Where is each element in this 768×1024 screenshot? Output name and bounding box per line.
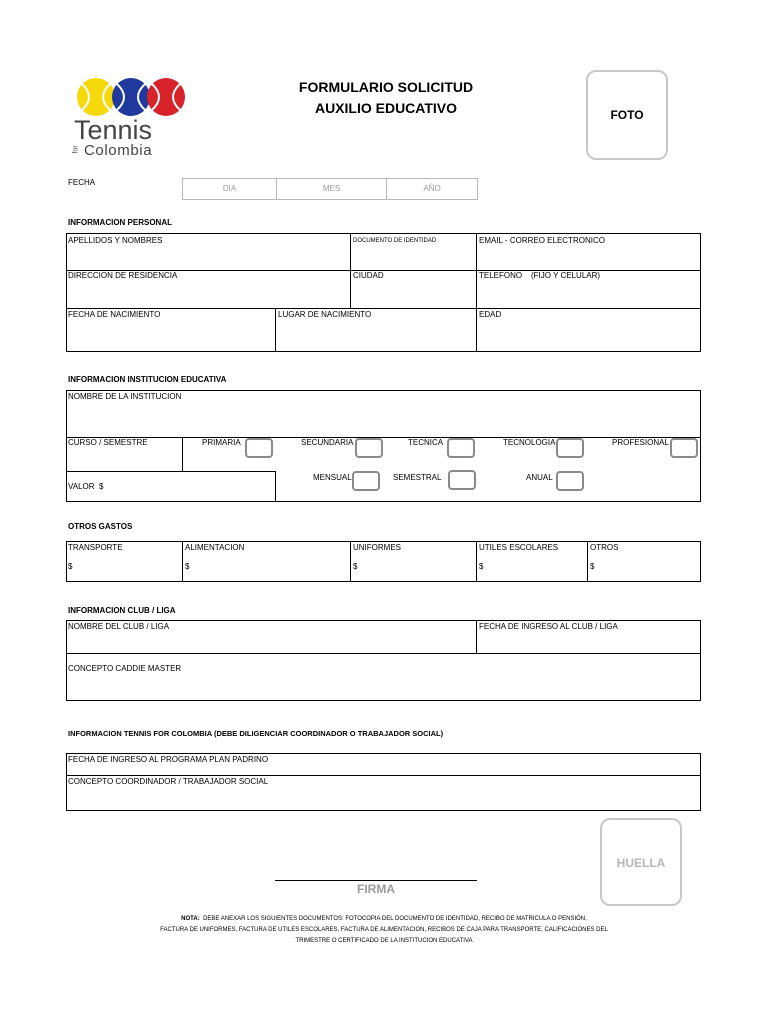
birth-date-field[interactable]: FECHA DE NACIMIENTO bbox=[68, 310, 161, 319]
email-field[interactable]: EMAIL - CORREO ELECTRONICO bbox=[479, 236, 605, 245]
date-year-field[interactable]: AÑO bbox=[386, 178, 478, 200]
professional-label: PROFESIONAL bbox=[612, 438, 669, 447]
semester-label: SEMESTRAL bbox=[393, 473, 442, 482]
fingerprint-box[interactable] bbox=[600, 818, 682, 906]
tennis-for-colombia-logo bbox=[74, 76, 194, 161]
technical-checkbox[interactable] bbox=[447, 438, 475, 458]
divider bbox=[66, 308, 701, 309]
date-month-field[interactable]: MES bbox=[276, 178, 387, 200]
signature-line[interactable] bbox=[275, 880, 477, 881]
course-label: CURSO / SEMESTRE bbox=[68, 438, 148, 447]
technical-label: TECNICA bbox=[408, 438, 444, 447]
food-value[interactable]: $ bbox=[185, 562, 190, 571]
divider bbox=[587, 541, 588, 582]
divider bbox=[66, 775, 701, 776]
divider bbox=[182, 541, 183, 582]
section-heading-personal: INFORMACION PERSONAL bbox=[68, 218, 172, 227]
secondary-checkbox[interactable] bbox=[355, 438, 383, 458]
note-line-1 bbox=[60, 914, 708, 925]
divider bbox=[66, 437, 701, 438]
technology-checkbox[interactable] bbox=[556, 438, 584, 458]
form-title-line2: AUXILIO EDUCATIVO bbox=[314, 100, 458, 116]
education-table bbox=[66, 390, 701, 502]
signature-label: FIRMA bbox=[357, 882, 395, 896]
section-heading-tfc: INFORMACION TENNIS FOR COLOMBIA (DEBE DILIGENCIAR COORDINADOR O TRABAJADOR SOCIAL) bbox=[68, 729, 444, 738]
section-heading-education: INFORMACION INSTITUCION EDUCATIVA bbox=[68, 375, 227, 384]
id-document-field[interactable]: DOCUMENTO DE IDENTIDAD bbox=[353, 238, 437, 244]
section-heading-other: OTROS GASTOS bbox=[68, 522, 133, 531]
others-label: OTROS bbox=[590, 543, 619, 552]
divider bbox=[476, 233, 477, 352]
primary-label: PRIMARIA bbox=[202, 438, 241, 447]
address-field[interactable]: DIRECCION DE RESIDENCIA bbox=[68, 271, 178, 280]
divider bbox=[66, 471, 276, 472]
photo-box[interactable] bbox=[586, 70, 668, 160]
divider bbox=[275, 308, 276, 352]
divider bbox=[275, 471, 276, 502]
caddie-concept-field[interactable]: CONCEPTO CADDIE MASTER bbox=[68, 664, 182, 673]
others-value[interactable]: $ bbox=[590, 562, 595, 571]
institution-field[interactable]: NOMBRE DE LA INSTITUCION bbox=[68, 392, 182, 401]
value-field[interactable]: VALOR $ bbox=[68, 482, 104, 491]
logo-word-colombia: Colombia bbox=[84, 142, 153, 159]
divider bbox=[350, 541, 351, 582]
tennis-balls-icon bbox=[74, 76, 194, 120]
transport-label: TRANSPORTE bbox=[68, 543, 123, 552]
birth-place-field[interactable]: LUGAR DE NACIMIENTO bbox=[278, 310, 372, 319]
plan-date-field[interactable]: FECHA DE INGRESO AL PROGRAMA PLAN PADRINO bbox=[68, 755, 269, 764]
food-label: ALIMENTACION bbox=[185, 543, 245, 552]
technology-label: TECNOLOGIA bbox=[503, 438, 556, 447]
annual-label: ANUAL bbox=[526, 473, 553, 482]
divider bbox=[66, 653, 701, 654]
supplies-value[interactable]: $ bbox=[479, 562, 484, 571]
date-label: FECHA bbox=[68, 178, 96, 187]
supplies-label: UTILES ESCOLARES bbox=[479, 543, 559, 552]
personal-table bbox=[66, 233, 701, 352]
age-field[interactable]: EDAD bbox=[479, 310, 502, 319]
professional-checkbox[interactable] bbox=[670, 438, 698, 458]
note-line-2: FACTURA DE UNIFORMES, FACTURA DE UTILES ESCOLARES, FACTURA DE ALIMENTACION, RECIBOS DE CAJA PARA TRANSPORTE, CALIFICACIONES DEL bbox=[160, 927, 608, 933]
date-day-field[interactable]: DIA bbox=[182, 178, 277, 200]
coordinator-concept-field[interactable]: CONCEPTO COORDINADOR / TRABAJADOR SOCIAL bbox=[68, 777, 269, 786]
phone-field[interactable]: TELEFONO (FIJO Y CELULAR) bbox=[479, 271, 601, 280]
club-table bbox=[66, 620, 701, 701]
monthly-checkbox[interactable] bbox=[352, 471, 380, 491]
divider bbox=[476, 541, 477, 582]
uniforms-value[interactable]: $ bbox=[353, 562, 358, 571]
logo-word-tennis: Tennis bbox=[74, 115, 153, 145]
photo-label: FOTO bbox=[610, 108, 644, 122]
club-name-field[interactable]: NOMBRE DEL CLUB / LIGA bbox=[68, 622, 170, 631]
uniforms-label: UNIFORMES bbox=[353, 543, 401, 552]
fingerprint-label: HUELLA bbox=[616, 856, 666, 870]
names-field[interactable]: APELLIDOS Y NOMBRES bbox=[68, 236, 163, 245]
note-text-1: DEBE ANEXAR LOS SIGUIENTES DOCUMENTOS: FOTOCOPIA DEL DOCUMENTO DE IDENTIDAD, RECIBO DE MATRICULA O PENSIÓN, bbox=[203, 916, 587, 922]
secondary-label: SECUNDARIA bbox=[301, 438, 354, 447]
section-heading-club: INFORMACION CLUB / LIGA bbox=[68, 606, 176, 615]
divider bbox=[476, 620, 477, 653]
monthly-label: MENSUAL bbox=[313, 473, 352, 482]
footer-note bbox=[60, 914, 708, 947]
semester-checkbox[interactable] bbox=[448, 470, 476, 490]
logo-word-for: for bbox=[72, 145, 80, 154]
divider bbox=[182, 437, 183, 471]
city-field[interactable]: CIUDAD bbox=[353, 271, 384, 280]
note-label: NOTA: bbox=[181, 916, 200, 922]
form-title-line1: FORMULARIO SOLICITUD bbox=[298, 79, 474, 95]
club-join-date-field[interactable]: FECHA DE INGRESO AL CLUB / LIGA bbox=[479, 622, 618, 631]
note-line-3: TRIMESTRE O CERTIFICADO DE LA INSTITUCION EDUCATIVA bbox=[295, 938, 473, 944]
primary-checkbox[interactable] bbox=[245, 438, 273, 458]
divider bbox=[350, 233, 351, 308]
annual-checkbox[interactable] bbox=[556, 471, 584, 491]
transport-value[interactable]: $ bbox=[68, 562, 73, 571]
